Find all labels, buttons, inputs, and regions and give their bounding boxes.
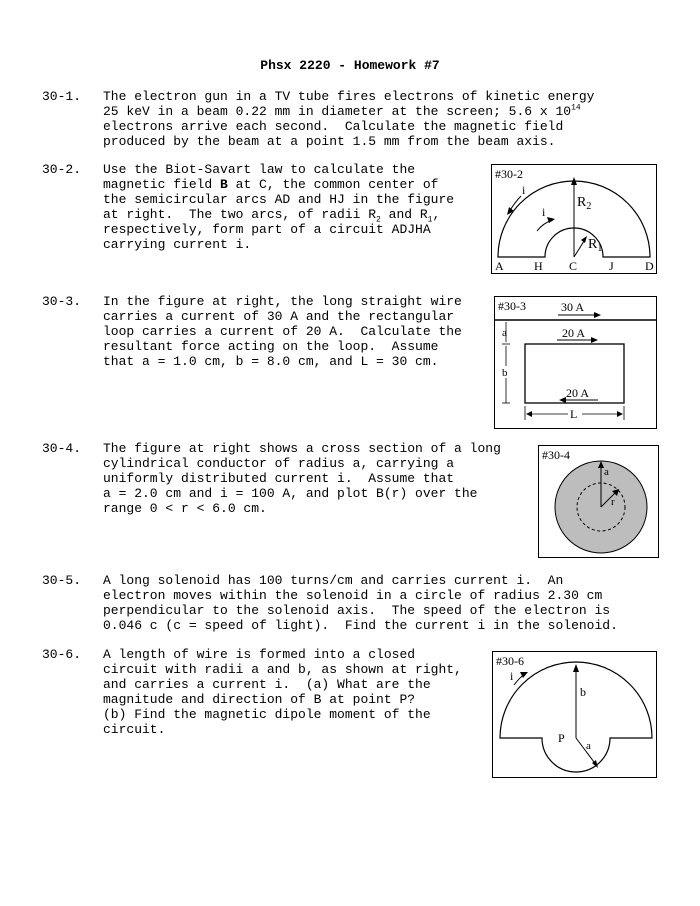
radius-a-label: a bbox=[604, 466, 609, 478]
radius-a-label: a bbox=[586, 740, 591, 752]
problem-30-5 bbox=[42, 573, 662, 633]
problem-number: 30-6. bbox=[42, 647, 82, 662]
page-title: Phsx 2220 - Homework #7 bbox=[260, 58, 440, 73]
loop-top-current-label: 20 A bbox=[562, 326, 586, 340]
problem-text: A long solenoid has 100 turns/cm and carries current i. An electron moves within the solenoid in a circle of radius 2.30 cm perpendicular to the solenoid axis. The speed of the electron is 0.046 c (c = speed of light). Find the current i in the solenoid. bbox=[103, 573, 618, 633]
loop-height-b-label: b bbox=[502, 367, 508, 379]
figure-30-3 bbox=[494, 296, 657, 429]
problem-text: The figure at right shows a cross section of a long cylindrical conductor of radius a, carrying a uniformly distributed current i. Assume that a = 2.0 cm and i = 100 A, and plot B(r) over the range 0 < r < 6.0 cm. bbox=[103, 441, 501, 516]
figure-30-2 bbox=[491, 164, 657, 274]
point-p-label: P bbox=[558, 731, 565, 745]
distance-a-label: a bbox=[502, 327, 507, 339]
wire-current-label: 30 A bbox=[561, 300, 585, 314]
figure-tag: #30-2 bbox=[495, 167, 523, 181]
problem-30-4 bbox=[42, 441, 532, 516]
problem-text: Use the Biot-Savart law to calculate the magnetic field B at C, the common center of the semicircular arcs AD and HJ in the figure at right. The two arcs, of radii $R_2$ and $R_1$, respectively, form part of a circuit ADJHA carrying current i. bbox=[103, 162, 455, 252]
figure-tag: #30-4 bbox=[542, 448, 570, 462]
problem-number: 30-3. bbox=[42, 294, 82, 309]
loop-length-l-label: L bbox=[570, 407, 578, 421]
problem-number: 30-1. bbox=[42, 89, 82, 104]
loop-bottom-current-label: 20 A bbox=[566, 386, 590, 400]
point-d-label: D bbox=[645, 259, 654, 273]
figure-tag: #30-6 bbox=[496, 654, 524, 668]
current-label: i bbox=[522, 183, 526, 197]
point-a-label: A bbox=[495, 259, 504, 273]
radius-r-label: r bbox=[611, 496, 615, 508]
problem-text: A length of wire is formed into a closed circuit with radii a and b, as shown at right, and carries a current i. (a) What are the magnitude and direction of B at point P? (b) Find the magnetic dipole moment of the circuit. bbox=[103, 647, 462, 737]
figure-30-6 bbox=[492, 651, 657, 778]
r2-label: $R_2$ bbox=[577, 195, 592, 212]
figure-30-4 bbox=[538, 445, 659, 558]
point-c-label: C bbox=[569, 259, 578, 273]
current-label: i bbox=[510, 669, 514, 683]
problem-number: 30-2. bbox=[42, 162, 82, 177]
problem-30-1 bbox=[42, 89, 662, 149]
problem-30-6 bbox=[42, 647, 482, 737]
current-label: i bbox=[542, 205, 546, 219]
problem-30-3 bbox=[42, 294, 482, 369]
problem-30-2 bbox=[42, 162, 482, 252]
r1-label: $R_1$ bbox=[588, 237, 603, 254]
radius-b-label: b bbox=[580, 685, 586, 699]
problem-text: In the figure at right, the long straight wire carries a current of 30 A and the rectangular loop carries a current of 20 A. Calculate the resultant force acting on the loop. Assume that a = 1.0 cm, b = 8.0 cm, and L = 30 cm. bbox=[103, 294, 462, 369]
point-h-label: H bbox=[534, 259, 543, 273]
figure-tag: #30-3 bbox=[498, 299, 526, 313]
problem-number: 30-4. bbox=[42, 441, 82, 456]
problem-number: 30-5. bbox=[42, 573, 82, 588]
problem-text: The electron gun in a TV tube fires electrons of kinetic energy 25 keV in a beam 0.22 mm in diameter at the screen; 5.6 x $10^{14}$ electrons arrive each second. Calculate the magnetic field produced by the beam at a point 1.5 mm from the beam axis. bbox=[103, 89, 595, 149]
point-j-label: J bbox=[609, 259, 614, 273]
